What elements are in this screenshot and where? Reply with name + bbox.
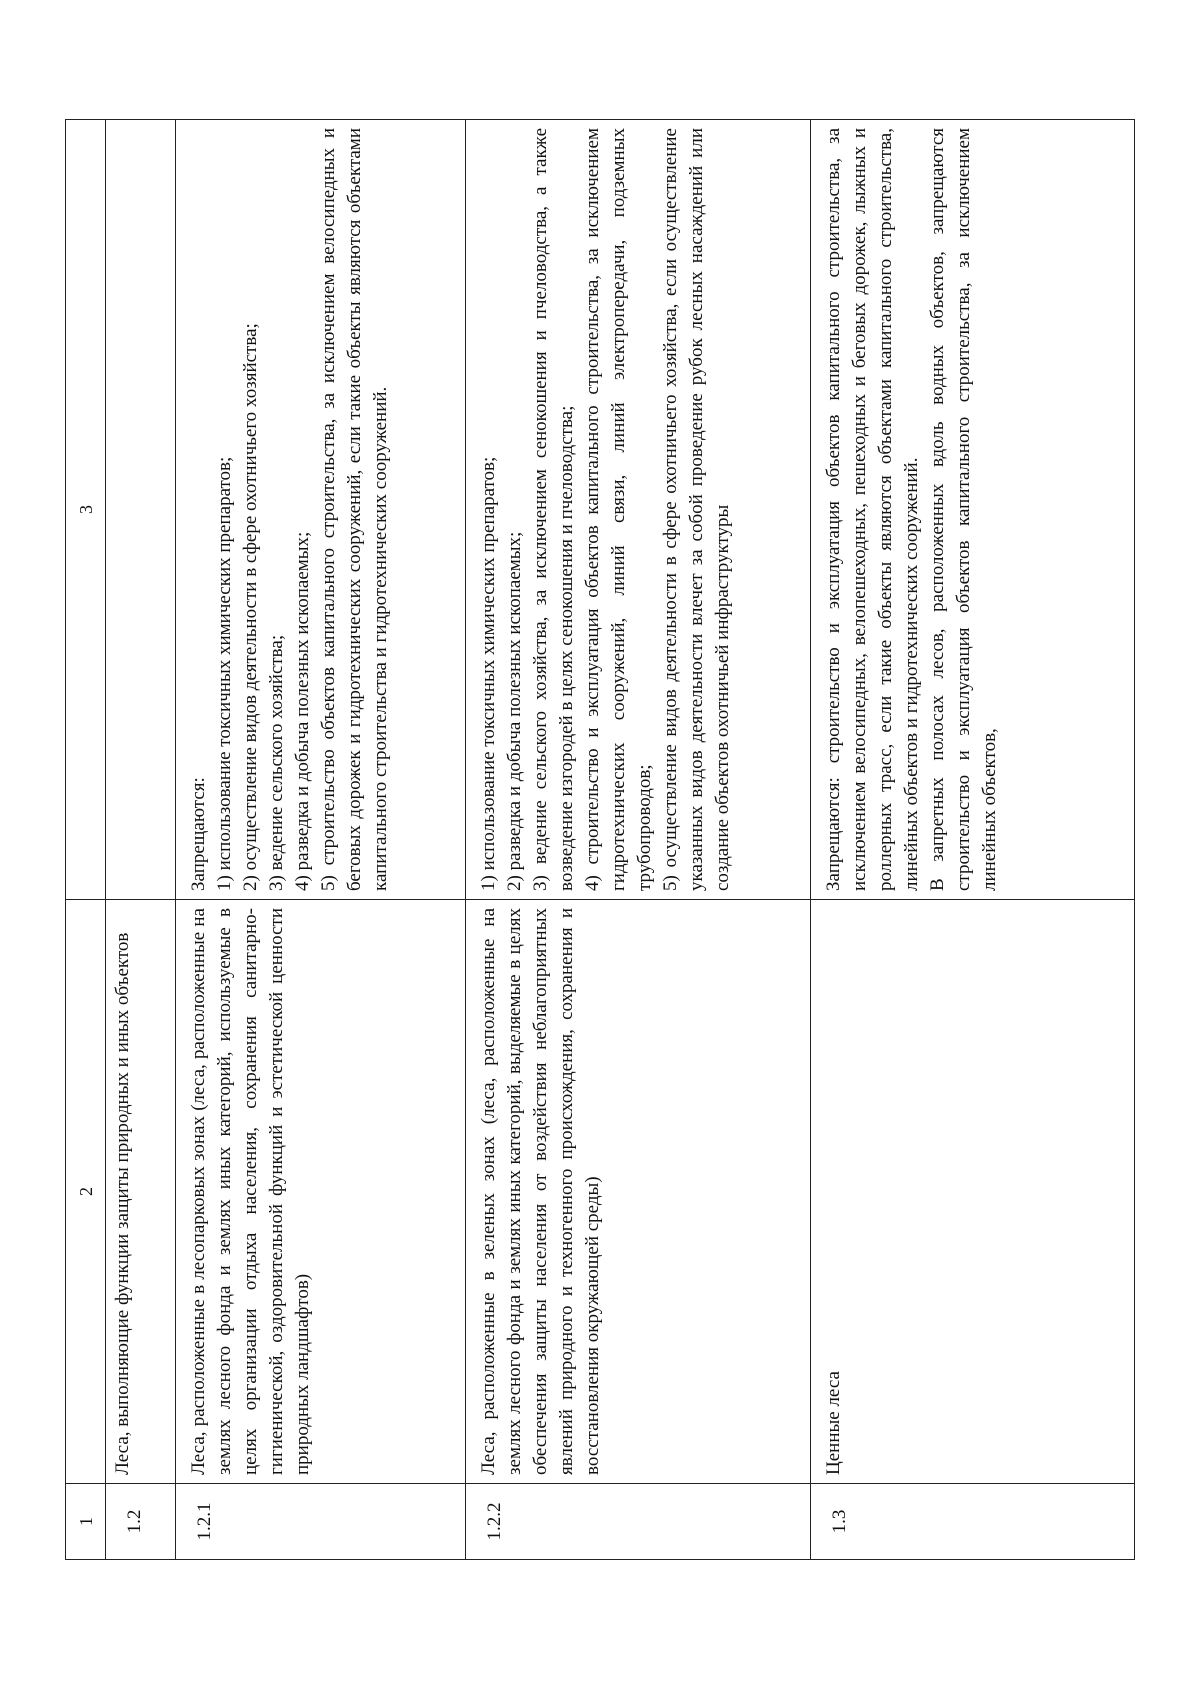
header-col-3: 3 xyxy=(66,120,106,900)
row-regime xyxy=(176,120,466,900)
regime-item: 3) ведение сельского хозяйства; xyxy=(266,634,287,891)
regime-item: 3) ведение сельского хозяйства, за исключением сенокошения и пчеловодства, а также возведение изгородей в целях сенокошения и пчеловодства; xyxy=(530,128,577,891)
regime-item: 2) осуществление видов деятельности в сфере охотничьего хозяйства; xyxy=(240,323,261,891)
table-row xyxy=(176,120,466,1560)
row-number: 1.2.2 xyxy=(466,1484,811,1560)
row-name: Леса, расположенные в лесопарковых зонах (леса, расположенные на землях лесного фонда и землях иных категорий, используемые в целях организации отдыха населения, сохранения санитарно-гигиенической, оздоровительной функций и эстетической ценности природных ландшафтов) xyxy=(176,900,466,1484)
header-col-2: 2 xyxy=(66,900,106,1484)
regime-item: 5) строительство объектов капитального строительства, за исключением велосипедных и беговых дорожек и гидротехнических сооружений, если такие объекты являются объектами капитального строительства и гидротехнических сооружений. xyxy=(318,128,391,891)
header-col-1: 1 xyxy=(66,1484,106,1560)
regime-item: Запрещаются: строительство и эксплуатация объектов капитального строительства, за исключением велосипедных, велопешеходных, пешеходных и беговых дорожек, лыжных и роллерных трасс, если такие объекты являются объектами капитального строительства, линейных объектов и гидротехнических сооружений. xyxy=(823,128,922,891)
row-number: 1.2.1 xyxy=(176,1484,466,1560)
regime-item: 4) строительство и эксплуатация объектов капитального строительства, за исключением гидротехнических сооружений, линий связи, линий электропередачи, подземных трубопроводов; xyxy=(582,128,655,891)
header-row xyxy=(66,120,106,1560)
regime-item: В запретных полосах лесов, расположенных вдоль водных объектов, запрещаются строительство и эксплуатация объектов капитального строительства, за исключением линейных объектов, xyxy=(927,128,1000,891)
regime-item: 1) использование токсичных химических препаратов; xyxy=(478,456,499,891)
regime-intro: Запрещаются: xyxy=(188,777,209,891)
row-number: 1.3 xyxy=(811,1484,1135,1560)
rotated-table-wrapper xyxy=(65,120,1135,1560)
regime-item: 2) разведка и добыча полезных ископаемых; xyxy=(504,531,525,891)
regime-item: 1) использование токсичных химических препаратов; xyxy=(214,456,235,891)
table-row xyxy=(811,120,1135,1560)
regime-item: 5) осуществление видов деятельности в сфере охотничьего хозяйства, если осуществление указанных видов деятельности влечет за собой проведение рубок лесных насаждений или создание объектов охотничьей инфраструктуры xyxy=(660,128,733,891)
row-regime xyxy=(466,120,811,900)
row-number: 1.2 xyxy=(106,1484,176,1560)
row-name: Леса, расположенные в зеленых зонах (леса, расположенные на землях лесного фонда и землях иных категорий, выделяемые в целях обеспечения защиты населения от воздействия неблагоприятных явлений природного и техногенного происхождения, сохранения и восстановления окружающей среды) xyxy=(466,900,811,1484)
row-name: Леса, выполняющие функции защиты природных и иных объектов xyxy=(106,900,176,1484)
regime-item: 4) разведка и добыча полезных ископаемых; xyxy=(292,531,313,891)
table-row xyxy=(466,120,811,1560)
row-regime xyxy=(811,120,1135,900)
row-name: Ценные леса xyxy=(811,900,1135,1484)
row-regime xyxy=(106,120,176,900)
table-row xyxy=(106,120,176,1560)
forest-regime-table xyxy=(65,119,1135,1560)
